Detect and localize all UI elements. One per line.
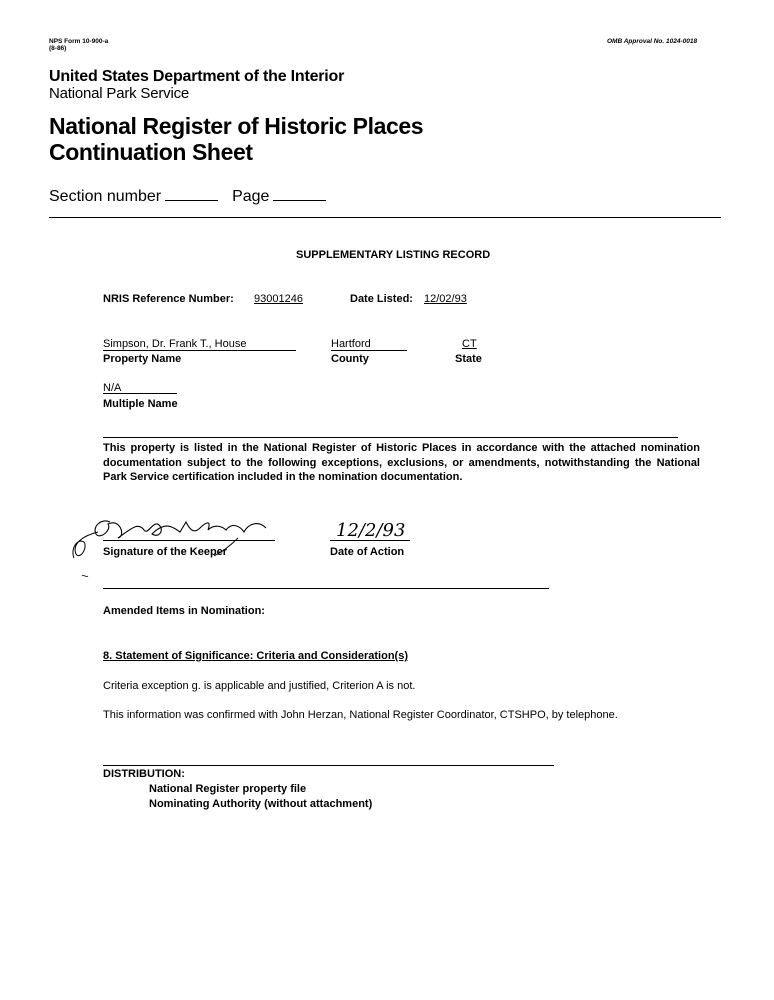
form-revision-text: (8-86) xyxy=(49,45,67,52)
header-divider xyxy=(49,217,721,218)
agency-name: National Park Service xyxy=(49,85,190,102)
confirmation-paragraph: This information was confirmed with John Herzan, National Register Coordinator, CTSHPO, by telephone. xyxy=(103,709,618,721)
omb-approval: OMB Approval No. 1024-0018 xyxy=(607,38,698,45)
form-number xyxy=(49,38,108,52)
page-number-blank xyxy=(273,200,326,201)
keeper-signature-graphic xyxy=(62,508,277,580)
signature-line xyxy=(103,540,275,541)
date-listed-label: Date Listed: xyxy=(350,293,413,305)
nris-label: NRIS Reference Number: xyxy=(103,293,234,305)
keeper-signature-label: Signature of the Keeper xyxy=(103,546,228,558)
date-of-action-label: Date of Action xyxy=(330,546,405,558)
section-number-blank xyxy=(165,200,218,201)
property-name-value: Simpson, Dr. Frank T., House xyxy=(103,338,247,350)
date-of-action-line xyxy=(330,540,410,541)
form-number-text: NPS Form 10-900-a xyxy=(49,38,109,45)
county-label: County xyxy=(331,353,369,365)
criteria-paragraph: Criteria exception g. is applicable and justified, Criterion A is not. xyxy=(103,680,416,692)
multiple-name-line xyxy=(103,393,177,394)
distribution-item: National Register property file xyxy=(149,783,307,795)
distribution-item: Nominating Authority (without attachment) xyxy=(149,798,373,810)
nris-value: 93001246 xyxy=(254,293,303,305)
county-line xyxy=(331,350,407,351)
page-label: Page xyxy=(232,188,270,205)
amended-items-label: Amended Items in Nomination: xyxy=(103,605,265,617)
date-listed-value: 12/02/93 xyxy=(424,293,467,305)
section-page-row xyxy=(49,188,326,206)
state-label: State xyxy=(455,353,482,365)
property-name-label: Property Name xyxy=(103,353,182,365)
distribution-divider xyxy=(103,765,554,766)
state-value: CT xyxy=(462,338,477,350)
property-name-line xyxy=(103,350,296,351)
county-value: Hartford xyxy=(331,338,371,350)
amendments-divider xyxy=(103,588,549,589)
multiple-name-value: N/A xyxy=(103,382,122,394)
section-number-label: Section number xyxy=(49,188,162,205)
record-heading: SUPPLEMENTARY LISTING RECORD xyxy=(296,249,491,261)
multiple-name-label: Multiple Name xyxy=(103,398,178,410)
department-name: United States Department of the Interior xyxy=(49,68,345,85)
statement-divider xyxy=(103,437,678,438)
date-of-action-value: 12/2/93 xyxy=(336,520,406,541)
distribution-label: DISTRIBUTION: xyxy=(103,768,185,780)
listing-statement: This property is listed in the National Register of Historic Places in accordance with the attached nomination documentation subject to the following exceptions, exclusions, or amendments, notwithstanding the National Park Service certification included in the nomination documentation. xyxy=(103,442,700,483)
section-8-heading: 8. Statement of Significance: Criteria and Consideration(s) xyxy=(103,650,408,662)
document-subtitle: Continuation Sheet xyxy=(49,139,253,165)
document-title: National Register of Historic Places xyxy=(49,113,424,139)
